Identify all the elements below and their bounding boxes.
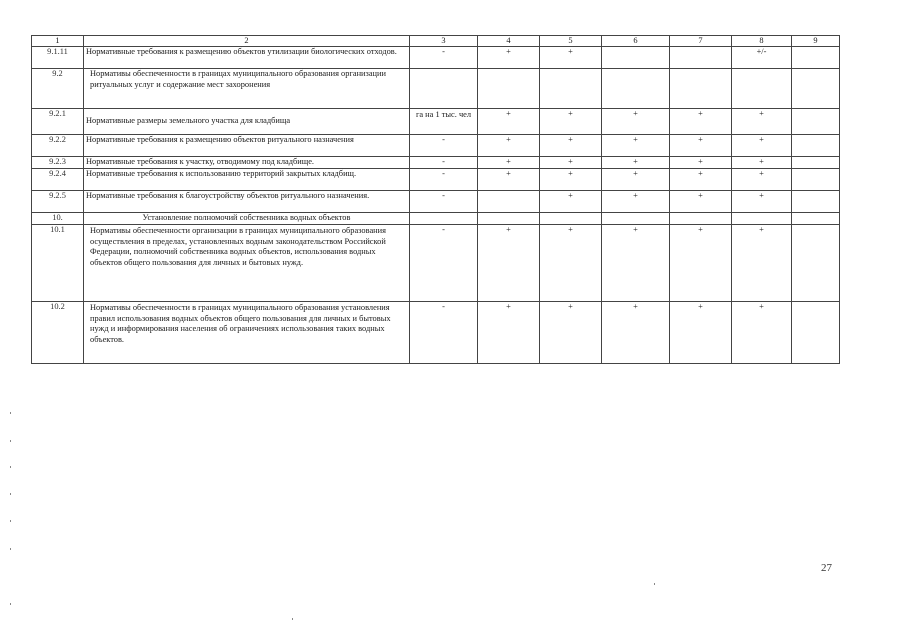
cell-col9 bbox=[792, 213, 840, 225]
scan-speck bbox=[10, 440, 11, 442]
cell-col4: + bbox=[478, 225, 540, 302]
cell-col8: + bbox=[732, 169, 792, 191]
cell-col5: + bbox=[540, 47, 602, 69]
requirements-table bbox=[31, 35, 840, 364]
column-header: 5 bbox=[540, 36, 602, 47]
table-row bbox=[32, 191, 840, 213]
table-row bbox=[32, 135, 840, 157]
cell-col7: + bbox=[670, 157, 732, 169]
section-row bbox=[32, 213, 840, 225]
cell-col3: - bbox=[410, 47, 478, 69]
scan-speck bbox=[292, 618, 293, 620]
cell-col5: + bbox=[540, 302, 602, 364]
table-row bbox=[32, 157, 840, 169]
cell-col4 bbox=[478, 69, 540, 109]
cell-col7: + bbox=[670, 135, 732, 157]
scan-speck bbox=[10, 412, 11, 414]
table-row bbox=[32, 225, 840, 302]
cell-col4: + bbox=[478, 169, 540, 191]
cell-col9 bbox=[792, 109, 840, 135]
column-header: 2 bbox=[84, 36, 410, 47]
column-header: 9 bbox=[792, 36, 840, 47]
cell-col8 bbox=[732, 213, 792, 225]
cell-col8: + bbox=[732, 135, 792, 157]
row-number: 9.2 bbox=[32, 69, 84, 109]
cell-col7 bbox=[670, 47, 732, 69]
cell-col8: + bbox=[732, 157, 792, 169]
cell-col4 bbox=[478, 213, 540, 225]
cell-col8 bbox=[732, 69, 792, 109]
cell-col3: - bbox=[410, 302, 478, 364]
cell-col5 bbox=[540, 213, 602, 225]
row-description: Нормативные требования к участку, отводимому под кладбище. bbox=[84, 157, 410, 169]
cell-col4: + bbox=[478, 302, 540, 364]
cell-col7 bbox=[670, 213, 732, 225]
cell-col9 bbox=[792, 169, 840, 191]
table-row bbox=[32, 47, 840, 69]
cell-col6: + bbox=[602, 225, 670, 302]
column-header: 4 bbox=[478, 36, 540, 47]
cell-col6: + bbox=[602, 302, 670, 364]
row-description: Нормативные требования к размещению объектов ритуального назначения bbox=[84, 135, 410, 157]
cell-col6 bbox=[602, 69, 670, 109]
cell-col5: + bbox=[540, 135, 602, 157]
cell-col8: + bbox=[732, 109, 792, 135]
cell-col9 bbox=[792, 157, 840, 169]
cell-col9 bbox=[792, 47, 840, 69]
cell-col6: + bbox=[602, 135, 670, 157]
cell-col6: + bbox=[602, 191, 670, 213]
cell-col3: - bbox=[410, 157, 478, 169]
cell-col9 bbox=[792, 225, 840, 302]
table-header-row bbox=[32, 36, 840, 47]
scan-speck bbox=[10, 493, 11, 495]
cell-col5: + bbox=[540, 191, 602, 213]
row-description: Нормативные требования к размещению объектов утилизации биологических отходов. bbox=[84, 47, 410, 69]
column-header: 1 bbox=[32, 36, 84, 47]
cell-col7: + bbox=[670, 302, 732, 364]
cell-col6 bbox=[602, 47, 670, 69]
cell-col4: + bbox=[478, 135, 540, 157]
scan-speck bbox=[10, 603, 11, 605]
cell-col8: +/- bbox=[732, 47, 792, 69]
cell-col3: - bbox=[410, 169, 478, 191]
cell-col7: + bbox=[670, 191, 732, 213]
row-description: Нормативы обеспеченности организации в границах муниципального образования осуществления в пределах, установленных водным законодательством Российской Федерации, полномочий собственника водных объектов, использования водных объектов общего пользования для личных и бытовых нужд. bbox=[84, 225, 410, 302]
table-row bbox=[32, 69, 840, 109]
cell-col3 bbox=[410, 69, 478, 109]
table-row bbox=[32, 302, 840, 364]
cell-col3 bbox=[410, 213, 478, 225]
table-row bbox=[32, 109, 840, 135]
row-number: 10.2 bbox=[32, 302, 84, 364]
cell-col7: + bbox=[670, 169, 732, 191]
row-number: 9.2.2 bbox=[32, 135, 84, 157]
cell-col4: + bbox=[478, 109, 540, 135]
page-number: 27 bbox=[821, 562, 832, 574]
cell-col6: + bbox=[602, 169, 670, 191]
column-header: 7 bbox=[670, 36, 732, 47]
cell-col5: + bbox=[540, 225, 602, 302]
cell-col6 bbox=[602, 213, 670, 225]
section-title: Установление полномочий собственника водных объектов bbox=[84, 213, 410, 225]
column-header: 8 bbox=[732, 36, 792, 47]
row-number: 9.2.4 bbox=[32, 169, 84, 191]
cell-col8: + bbox=[732, 302, 792, 364]
row-description: Нормативные требования к благоустройству объектов ритуального назначения. bbox=[84, 191, 410, 213]
unit-cell: га на 1 тыс. чел bbox=[410, 109, 478, 135]
column-header: 3 bbox=[410, 36, 478, 47]
cell-col4: + bbox=[478, 47, 540, 69]
cell-col6: + bbox=[602, 157, 670, 169]
cell-col6: + bbox=[602, 109, 670, 135]
row-description: Нормативы обеспеченности в границах муниципального образования организации ритуальных услуг и содержание мест захоронения bbox=[84, 69, 410, 109]
row-description: Нормативные размеры земельного участка для кладбища bbox=[84, 109, 410, 135]
column-header: 6 bbox=[602, 36, 670, 47]
row-description: Нормативные требования к использованию территорий закрытых кладбищ. bbox=[84, 169, 410, 191]
cell-col8: + bbox=[732, 225, 792, 302]
cell-col7: + bbox=[670, 225, 732, 302]
cell-col3: - bbox=[410, 225, 478, 302]
cell-col8: + bbox=[732, 191, 792, 213]
row-number: 9.2.5 bbox=[32, 191, 84, 213]
cell-col4: + bbox=[478, 157, 540, 169]
cell-col5 bbox=[540, 69, 602, 109]
row-number: 10.1 bbox=[32, 225, 84, 302]
cell-col7: + bbox=[670, 109, 732, 135]
cell-col9 bbox=[792, 302, 840, 364]
row-number: 9.2.1 bbox=[32, 109, 84, 135]
row-number: 9.1.11 bbox=[32, 47, 84, 69]
scan-speck bbox=[10, 520, 11, 522]
cell-col9 bbox=[792, 191, 840, 213]
table-row bbox=[32, 169, 840, 191]
scan-speck bbox=[10, 548, 11, 550]
cell-col9 bbox=[792, 69, 840, 109]
cell-col3: - bbox=[410, 191, 478, 213]
cell-col7 bbox=[670, 69, 732, 109]
scan-speck bbox=[654, 583, 655, 585]
cell-col5: + bbox=[540, 157, 602, 169]
cell-col4 bbox=[478, 191, 540, 213]
cell-col9 bbox=[792, 135, 840, 157]
scan-speck bbox=[10, 466, 11, 468]
cell-col5: + bbox=[540, 169, 602, 191]
cell-col3: - bbox=[410, 135, 478, 157]
row-description: Нормативы обеспеченности в границах муниципального образования установления правил использования водных объектов общего пользования для личных и бытовых нужд и информирования населения об ограничениях использования таких водных объектов. bbox=[84, 302, 410, 364]
row-number: 9.2.3 bbox=[32, 157, 84, 169]
cell-col5: + bbox=[540, 109, 602, 135]
row-number: 10. bbox=[32, 213, 84, 225]
